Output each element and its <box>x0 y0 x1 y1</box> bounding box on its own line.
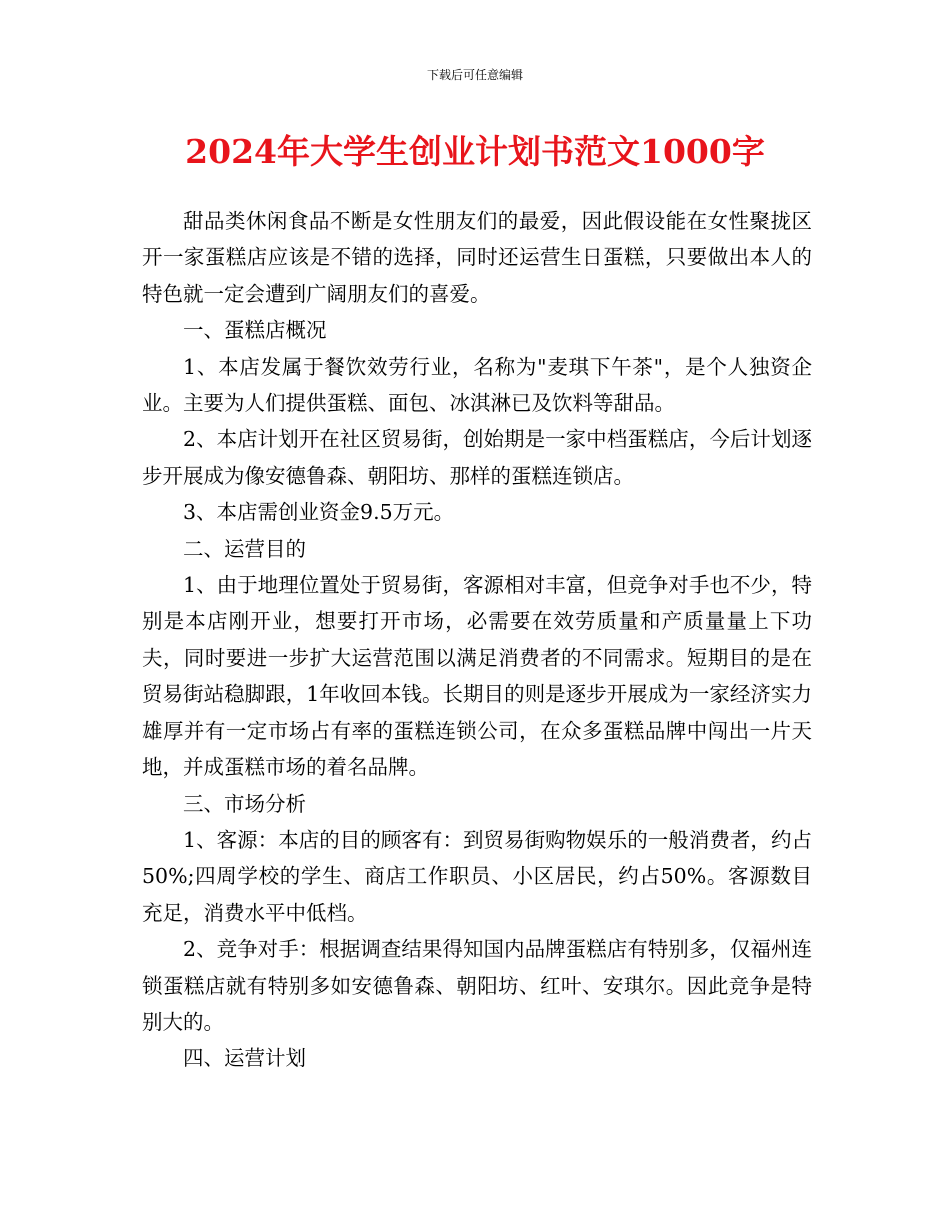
section-heading-plan: 四、运营计划 <box>183 1046 306 1071</box>
header-note: 下载后可任意编辑 <box>426 68 523 82</box>
paragraph-overview-2: 2、本店计划开在社区贸易街，创始期是一家中档蛋糕店，今后计划逐步开展成为像安德鲁森、朝阳坊、那样的蛋糕连锁店。 <box>142 427 812 488</box>
section-heading-market: 三、市场分析 <box>183 791 306 816</box>
paragraph-goals-1: 1、由于地理位置处于贸易街，客源相对丰富，但竞争对手也不少，特别是本店刚开业，想要打开市场，必需要在效劳质量和产质量量上下功夫，同时要进一步扩大运营范围以满足消费者的不同需求。短期目的是在贸易街站稳脚跟，1年收回本钱。长期目的则是逐步开展成为一家经济实力雄厚并有一定市场占有率的蛋糕连锁公司，在众多蛋糕品牌中闯出一片天地，并成蛋糕市场的着名品牌。 <box>142 573 812 780</box>
intro-paragraph: 甜品类休闲食品不断是女性朋友们的最爱，因此假设能在女性聚拢区开一家蛋糕店应该是不错的选择，同时还运营生日蛋糕，只要做出本人的特色就一定会遭到广阔朋友们的喜爱。 <box>142 209 812 306</box>
paragraph-overview-1: 1、本店发属于餐饮效劳行业，名称为"麦琪下午茶"，是个人独资企业。主要为人们提供蛋糕、面包、冰淇淋已及饮料等甜品。 <box>142 354 812 416</box>
paragraph-market-1: 1、客源：本店的目的顾客有：到贸易街购物娱乐的一般消费者，约占50%;四周学校的学生、商店工作职员、小区居民，约占50%。客源数目充足，消费水平中低档。 <box>142 827 812 925</box>
document-body <box>142 203 812 1077</box>
paragraph-overview-3: 3、本店需创业资金9.5万元。 <box>183 500 455 525</box>
paragraph-market-2: 2、竞争对手：根据调查结果得知国内品牌蛋糕店有特别多，仅福州连锁蛋糕店就有特别多如安德鲁森、朝阳坊、红叶、安琪尔。因此竞争是特别大的。 <box>142 937 812 1034</box>
document-title: 2024年大学生创业计划书范文1000字 <box>185 132 765 171</box>
section-heading-overview: 一、蛋糕店概况 <box>183 318 327 343</box>
section-heading-goals: 二、运营目的 <box>183 536 306 561</box>
